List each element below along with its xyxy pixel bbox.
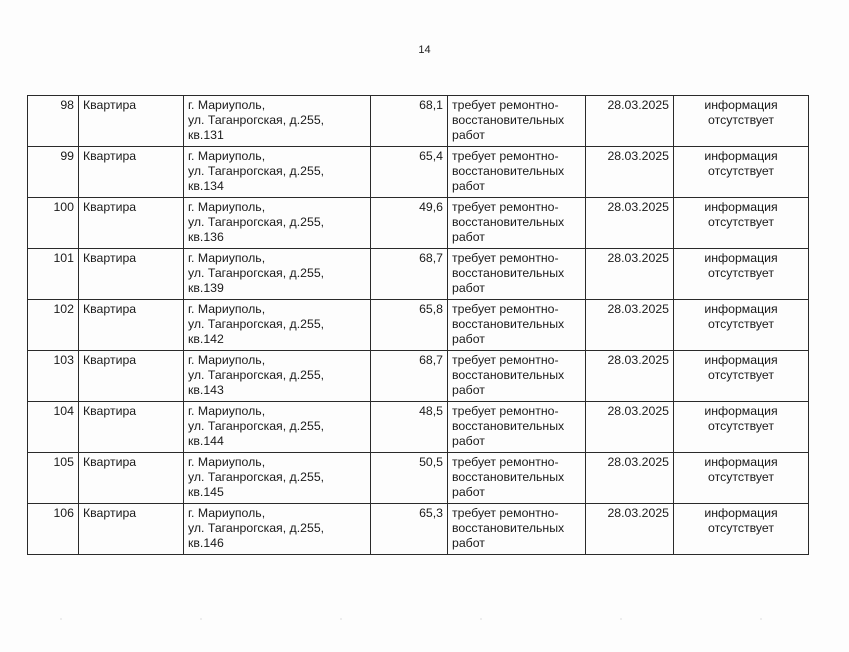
property-area: 65,4 <box>371 147 448 198</box>
property-type: Квартира <box>79 147 184 198</box>
owner-info-line: информация <box>704 302 778 316</box>
owner-info-line: отсутствует <box>708 470 774 484</box>
property-area: 68,7 <box>371 351 448 402</box>
property-address-line: г. Мариуполь, <box>188 404 266 418</box>
property-type: Квартира <box>79 351 184 402</box>
owner-info-line: информация <box>704 251 778 265</box>
row-number: 104 <box>28 402 79 453</box>
property-condition-line: требует ремонтно- <box>452 251 559 265</box>
property-condition-line: работ <box>452 485 485 499</box>
property-condition-line: восстановительных <box>452 113 565 127</box>
owner-info <box>674 300 809 351</box>
table-row <box>28 198 809 249</box>
property-table <box>27 95 809 555</box>
table-row <box>28 300 809 351</box>
property-condition-line: требует ремонтно- <box>452 149 559 163</box>
property-condition-line: восстановительных <box>452 470 565 484</box>
property-condition <box>448 249 586 300</box>
property-condition-line: восстановительных <box>452 368 565 382</box>
record-date: 28.03.2025 <box>586 300 674 351</box>
scan-artifact <box>0 618 849 620</box>
property-condition <box>448 147 586 198</box>
property-type: Квартира <box>79 402 184 453</box>
property-address-line: кв.134 <box>188 179 224 193</box>
property-condition <box>448 198 586 249</box>
property-type: Квартира <box>79 198 184 249</box>
property-condition-line: требует ремонтно- <box>452 506 559 520</box>
property-address-line: г. Мариуполь, <box>188 149 266 163</box>
property-address-line: г. Мариуполь, <box>188 506 266 520</box>
property-address-line: ул. Таганрогская, д.255, <box>188 470 325 484</box>
property-condition-line: требует ремонтно- <box>452 302 559 316</box>
property-address-line: ул. Таганрогская, д.255, <box>188 317 325 331</box>
property-condition-line: работ <box>452 230 485 244</box>
property-area: 68,1 <box>371 96 448 147</box>
record-date: 28.03.2025 <box>586 249 674 300</box>
property-address <box>184 147 371 198</box>
property-area: 68,7 <box>371 249 448 300</box>
owner-info <box>674 249 809 300</box>
record-date: 28.03.2025 <box>586 198 674 249</box>
row-number: 103 <box>28 351 79 402</box>
property-area: 48,5 <box>371 402 448 453</box>
property-condition-line: работ <box>452 383 485 397</box>
property-address <box>184 249 371 300</box>
property-address-line: г. Мариуполь, <box>188 353 266 367</box>
table-row <box>28 351 809 402</box>
property-address-line: ул. Таганрогская, д.255, <box>188 368 325 382</box>
table-row <box>28 402 809 453</box>
owner-info-line: отсутствует <box>708 113 774 127</box>
owner-info <box>674 453 809 504</box>
property-address-line: ул. Таганрогская, д.255, <box>188 419 325 433</box>
property-area: 65,8 <box>371 300 448 351</box>
property-address <box>184 453 371 504</box>
table-row <box>28 453 809 504</box>
property-address-line: кв.131 <box>188 128 224 142</box>
row-number: 106 <box>28 504 79 555</box>
owner-info-line: информация <box>704 149 778 163</box>
property-address-line: кв.146 <box>188 536 224 550</box>
owner-info-line: информация <box>704 200 778 214</box>
table-row <box>28 504 809 555</box>
property-condition <box>448 504 586 555</box>
owner-info <box>674 147 809 198</box>
property-condition <box>448 453 586 504</box>
property-condition-line: восстановительных <box>452 317 565 331</box>
owner-info <box>674 96 809 147</box>
property-address-line: кв.143 <box>188 383 224 397</box>
property-condition-line: требует ремонтно- <box>452 200 559 214</box>
property-type: Квартира <box>79 300 184 351</box>
owner-info-line: отсутствует <box>708 419 774 433</box>
owner-info <box>674 402 809 453</box>
property-condition-line: работ <box>452 536 485 550</box>
property-condition-line: работ <box>452 434 485 448</box>
property-type: Квартира <box>79 249 184 300</box>
property-address-line: кв.145 <box>188 485 224 499</box>
row-number: 99 <box>28 147 79 198</box>
owner-info-line: отсутствует <box>708 215 774 229</box>
property-address-line: ул. Таганрогская, д.255, <box>188 215 325 229</box>
property-address-line: ул. Таганрогская, д.255, <box>188 164 325 178</box>
property-address-line: г. Мариуполь, <box>188 455 266 469</box>
property-condition-line: требует ремонтно- <box>452 404 559 418</box>
owner-info <box>674 351 809 402</box>
property-area: 50,5 <box>371 453 448 504</box>
owner-info-line: отсутствует <box>708 521 774 535</box>
property-address <box>184 96 371 147</box>
property-condition-line: требует ремонтно- <box>452 353 559 367</box>
owner-info-line: отсутствует <box>708 266 774 280</box>
owner-info-line: отсутствует <box>708 317 774 331</box>
record-date: 28.03.2025 <box>586 147 674 198</box>
property-address <box>184 402 371 453</box>
property-address-line: кв.136 <box>188 230 224 244</box>
property-condition-line: требует ремонтно- <box>452 98 559 112</box>
owner-info-line: отсутствует <box>708 164 774 178</box>
property-condition <box>448 402 586 453</box>
property-address <box>184 300 371 351</box>
owner-info <box>674 504 809 555</box>
row-number: 98 <box>28 96 79 147</box>
owner-info <box>674 198 809 249</box>
property-address-line: кв.142 <box>188 332 224 346</box>
property-condition <box>448 96 586 147</box>
record-date: 28.03.2025 <box>586 402 674 453</box>
property-address-line: г. Мариуполь, <box>188 98 266 112</box>
record-date: 28.03.2025 <box>586 453 674 504</box>
property-condition <box>448 300 586 351</box>
property-address-line: г. Мариуполь, <box>188 200 266 214</box>
table-row <box>28 96 809 147</box>
table-row <box>28 147 809 198</box>
property-area: 65,3 <box>371 504 448 555</box>
row-number: 101 <box>28 249 79 300</box>
table-body <box>28 96 809 555</box>
table-row <box>28 249 809 300</box>
owner-info-line: информация <box>704 455 778 469</box>
property-condition-line: восстановительных <box>452 164 565 178</box>
property-address <box>184 351 371 402</box>
property-condition-line: работ <box>452 179 485 193</box>
property-condition-line: работ <box>452 281 485 295</box>
property-type: Квартира <box>79 453 184 504</box>
property-condition <box>448 351 586 402</box>
owner-info-line: информация <box>704 506 778 520</box>
owner-info-line: информация <box>704 404 778 418</box>
property-type: Квартира <box>79 504 184 555</box>
property-condition-line: восстановительных <box>452 215 565 229</box>
row-number: 100 <box>28 198 79 249</box>
record-date: 28.03.2025 <box>586 96 674 147</box>
property-type: Квартира <box>79 96 184 147</box>
property-address <box>184 504 371 555</box>
property-address-line: кв.139 <box>188 281 224 295</box>
property-condition-line: восстановительных <box>452 521 565 535</box>
property-address-line: г. Мариуполь, <box>188 251 266 265</box>
property-condition-line: восстановительных <box>452 266 565 280</box>
property-condition-line: работ <box>452 332 485 346</box>
property-condition-line: работ <box>452 128 485 142</box>
row-number: 105 <box>28 453 79 504</box>
owner-info-line: информация <box>704 98 778 112</box>
property-address-line: ул. Таганрогская, д.255, <box>188 113 325 127</box>
property-condition-line: восстановительных <box>452 419 565 433</box>
property-condition-line: требует ремонтно- <box>452 455 559 469</box>
owner-info-line: информация <box>704 353 778 367</box>
property-address-line: ул. Таганрогская, д.255, <box>188 521 325 535</box>
record-date: 28.03.2025 <box>586 504 674 555</box>
property-area: 49,6 <box>371 198 448 249</box>
property-address-line: ул. Таганрогская, д.255, <box>188 266 325 280</box>
page-number: 14 <box>418 44 431 56</box>
record-date: 28.03.2025 <box>586 351 674 402</box>
property-address-line: г. Мариуполь, <box>188 302 266 316</box>
property-address-line: кв.144 <box>188 434 224 448</box>
row-number: 102 <box>28 300 79 351</box>
owner-info-line: отсутствует <box>708 368 774 382</box>
property-address <box>184 198 371 249</box>
